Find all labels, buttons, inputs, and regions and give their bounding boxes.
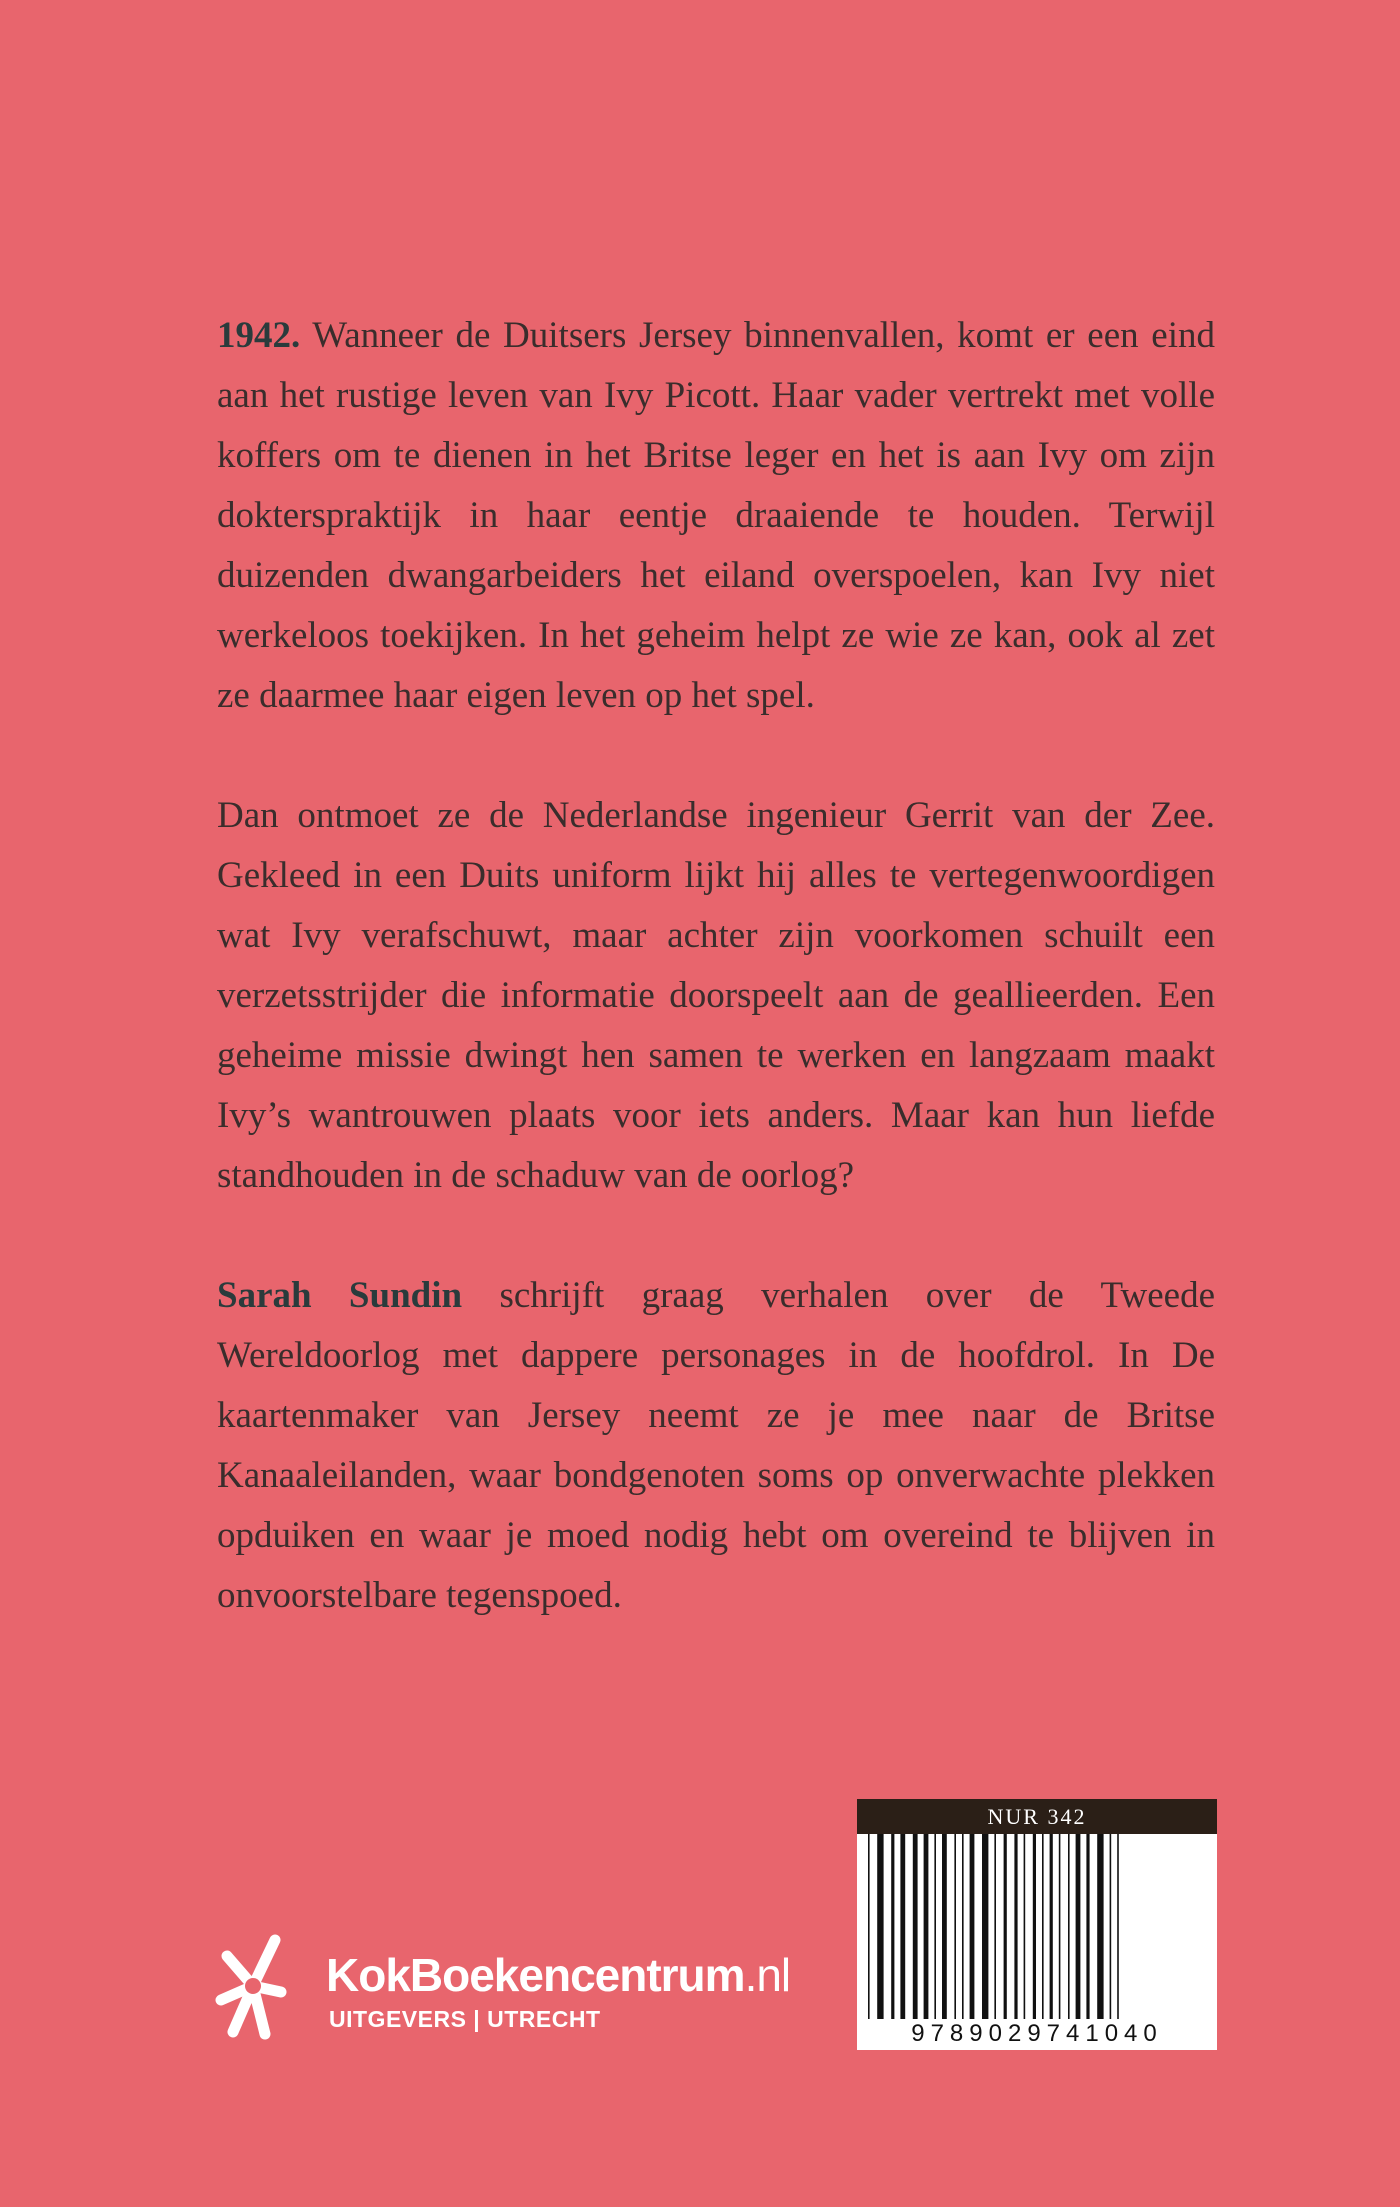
barcode-bar <box>1110 1834 1112 2020</box>
blurb-text-1: Wanneer de Duitsers Jersey binnenvallen, komt er een eind aan het rustige leven van Ivy Picott. Haar vader vertrekt met volle koffers om te dienen in het Britse leger en het is aan Ivy om zijn dokterspraktijk in haar eentje draaiende te houden. Terwijl duizenden dwangarbeiders het eiland overspoelen, kan Ivy niet werkeloos toekijken. In het geheim helpt ze wie ze kan, ook al zet ze daarmee haar eigen leven op het spel. <box>217 315 1215 716</box>
barcode-bars <box>862 1834 1212 2020</box>
barcode-bar <box>1068 1834 1070 2020</box>
barcode-bar <box>900 1834 905 2020</box>
barcode-bar <box>1086 1834 1089 2020</box>
author-name: Sarah Sundin <box>217 1275 463 1316</box>
isbn-number: 9789029741040 <box>857 2019 1217 2049</box>
author-bio-paragraph <box>217 1266 1215 1626</box>
blurb-paragraph-1 <box>217 306 1215 726</box>
barcode-bar <box>934 1834 936 2020</box>
barcode-bar <box>1097 1834 1103 2020</box>
barcode-label <box>857 1799 1217 2050</box>
barcode-bar <box>1033 1834 1036 2020</box>
barcode-bar <box>924 1834 929 2020</box>
barcode-bar <box>942 1834 947 2020</box>
barcode-bar <box>1076 1834 1081 2020</box>
barcode-bar <box>1014 1834 1017 2020</box>
barcode-bar <box>1050 1834 1053 2020</box>
barcode-bar <box>1117 1834 1119 2020</box>
barcode-bar <box>868 1834 870 2020</box>
publisher-name <box>326 1948 790 2002</box>
barcode-bar <box>1059 1834 1061 2020</box>
blurb-paragraph-2 <box>217 786 1215 1206</box>
barcode-bar <box>982 1834 988 2020</box>
author-bio-text: schrijft graag verhalen over de Tweede Wereldoorlog met dappere personages in de hoofdrol. In De kaartenmaker van Jersey neemt ze je mee naar de Britse Kanaaleilanden, waar bondgenoten soms op onverwachte plekken opduiken en waar je moed nodig hebt om overeind te blijven in onvoorstelbare tegenspoed. <box>217 1275 1215 1616</box>
publisher-name-suffix: .nl <box>744 1949 791 2001</box>
barcode-bar <box>1024 1834 1026 2020</box>
star-figure-icon <box>213 1926 293 2046</box>
nur-code: NUR 342 <box>857 1799 1217 1834</box>
barcode-bar <box>913 1834 918 2020</box>
year-lead: 1942. <box>217 315 301 356</box>
blurb-text-2: Dan ontmoet ze de Nederlandse ingenieur Gerrit van der Zee. Gekleed in een Duits uniform lijkt hij alles te vertegenwoordigen wat Ivy verafschuwt, maar achter zijn voorkomen schuilt een verzetsstrijder die informatie doorspeelt aan de geallieerden. Een geheime missie dwingt hen samen te werken en langzaam maakt Ivy’s wantrouwen plaats voor iets anders. Maar kan hun liefde standhouden in de schaduw van de oorlog? <box>217 795 1215 1196</box>
barcode-bar <box>994 1834 996 2020</box>
barcode-bar <box>891 1834 894 2020</box>
barcode-bar <box>1004 1834 1007 2020</box>
publisher-name-main: KokBoekencentrum <box>326 1949 745 2001</box>
publisher-subtitle: UITGEVERS | UTRECHT <box>329 2006 601 2032</box>
barcode-bar <box>962 1834 964 2020</box>
barcode-bar <box>970 1834 975 2020</box>
barcode-bar <box>954 1834 956 2020</box>
publisher-logo <box>213 1926 813 2046</box>
barcode-bar <box>1042 1834 1044 2020</box>
barcode-bar <box>877 1834 883 2020</box>
